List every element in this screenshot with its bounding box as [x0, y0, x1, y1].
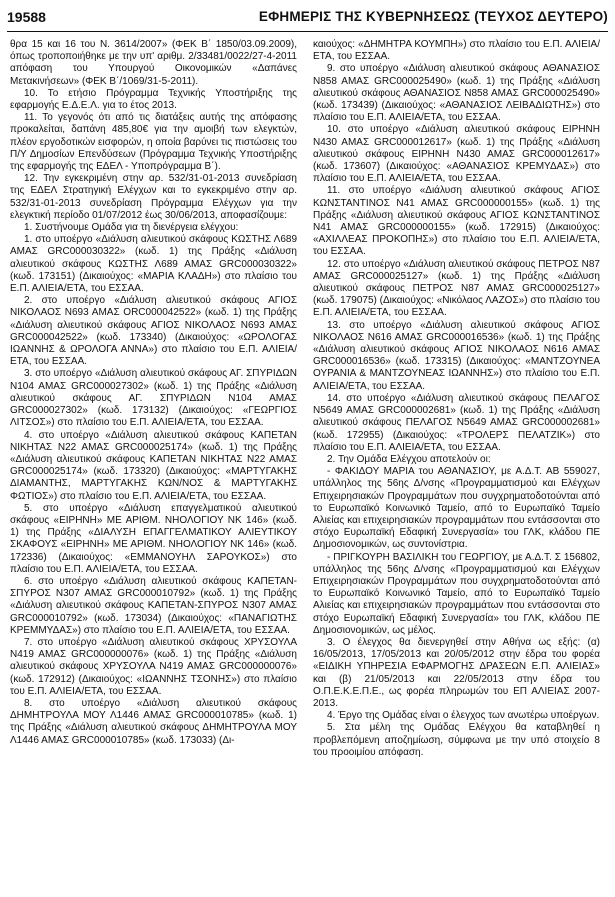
paragraph: 1. στο υποέργο «Διάλυση αλιευτικού σκάφους ΚΩΣΤΗΣ Λ689 ΑΜΑΣ GRC000030322» (κωδ. 1) της Πράξης «Διάλυση αλιευτικού σκάφους ΚΩΣΤΗΣ Λ689 ΑΜΑΣ GRC000030322» (κωδ. 173151) (Δικαιούχος: «ΜΑΡΙΑ ΚΛΑΔΗ») στο πλαίσιο του Ε.Π. ΑΛΙΕΙΑ/ΕΤΑ, του ΕΣΣΑΑ.: [10, 234, 297, 295]
paragraph: 5. Στα μέλη της Ομάδας Ελέγχου θα καταβληθεί η προβλεπόμενη αποζημίωση, σύμφωνα με την υπό στοιχείο 8 του προοιμίου απόφαση.: [313, 722, 600, 758]
page-number: 19588: [7, 9, 46, 25]
paragraph: - ΠΡΙΓΚΟΥΡΗ ΒΑΣΙΛΙΚΗ του ΓΕΩΡΓΙΟΥ, με Α.Δ.Τ. Σ 156802, υπάλληλος της 56ης Δ/νσης «Προγραμματισμού και Ελέγχων Επιχειρησιακών Προγραμμάτων που συγχρηματοδοτούνται από το Ευρωπαϊκό Κοινωνικό Ταμείο, από το Ευρωπαϊκό Ταμείο Αλιείας και επιχειρησιακών προγραμμάτων που εντάσσονται στο στόχο Ευρωπαϊκή Εδαφική Συνεργασία» του ΓΛΚ, κλάδου ΠΕ Δημοσιονομικών, ως μέλος.: [313, 551, 600, 636]
paragraph: 4. Έργο της Ομάδας είναι ο έλεγχος των ανωτέρω υποέργων.: [327, 710, 600, 722]
paragraph: 9. στο υποέργο «Διάλυση αλιευτικού σκάφους ΑΘΑΝΑΣΙΟΣ Ν858 ΑΜΑΣ GRC000025490» (κωδ. 1) της Πράξης «Διάλυση αλιευτικού σκάφους ΑΘΑΝΑΣΙΟΣ Ν858 ΑΜΑΣ GRC000025490» (κωδ. 173439) (Δικαιούχος: «ΑΘΑΝΑΣΙΟΣ ΛΕΙΒΑΔΙΩΤΗΣ») στο πλαίσιο του Ε.Π. ΑΛΙΕΙΑ/ΕΤΑ, του ΕΣΣΑΑ.: [313, 63, 600, 124]
paragraph: 8. στο υποέργο «Διάλυση αλιευτικού σκάφους ΔΗΜΗΤΡΟΥΛΑ ΜΟΥ Λ1446 ΑΜΑΣ GRC000010785» (κωδ. 1) της Πράξης «Διάλυση αλιευτικού σκάφους ΔΗΜΗΤΡΟΥΛΑ ΜΟΥ Λ1446 ΑΜΑΣ GRC000010785» (κωδ. 173033) (Δι-: [10, 697, 297, 746]
paragraph: 11. στο υποέργο «Διάλυση αλιευτικού σκάφους ΑΓΙΟΣ ΚΩΝΣΤΑΝΤΙΝΟΣ Ν41 ΑΜΑΣ GRC000000155» (κωδ. 1) της Πράξης «Διάλυση αλιευτικού σκάφους ΑΓΙΟΣ ΚΩΝΣΤΑΝΤΙΝΟΣ Ν41 ΑΜΑΣ GRC000000155» (κωδ. 172915) (Δικαιούχος: «ΑΧΙΛΛΕΑΣ ΠΡΟΚΟΠΗΣ») στο πλαίσιο του Ε.Π. ΑΛΙΕΙΑ/ΕΤΑ, του ΕΣΣΑΑ.: [313, 185, 600, 258]
paragraph: 10. στο υποέργο «Διάλυση αλιευτικού σκάφους ΕΙΡΗΝΗ Ν430 ΑΜΑΣ GRC000012617» (κωδ. 1) της Πράξης «Διάλυση αλιευτικού σκάφους ΕΙΡΗΝΗ Ν430 ΑΜΑΣ GRC000012617» (κωδ. 173607) (Δικαιούχος: «ΑΘΑΝΑΣΙΟΣ ΚΡΕΜΥΔΑΣ») στο πλαίσιο του Ε.Π. ΑΛΙΕΙΑ/ΕΤΑ, του ΕΣΣΑΑ.: [313, 124, 600, 185]
paragraph: 11. Το γεγονός ότι από τις διατάξεις αυτής της απόφασης προκαλείται, δαπάνη 485,80€ για την αμοιβή των ελεγκτών, πλέον εργοδοτικών εισφορών, η οποία βαρύνει τις πιστώσεις του Π/Υ Δημοσίων Επενδύσεων (Πρόγραμμα Τεχνικής Υποστήριξης της εφαρμογής της ΕΔΕΛ - Υποπρόγραμμα Β΄).: [10, 112, 297, 173]
paragraph: 10. Το ετήσιο Πρόγραμμα Τεχνικής Υποστήριξης της εφαρμογής Ε.Δ.Ε.Λ. για το έτος 2013.: [10, 87, 297, 112]
gazette-title: ΕΦΗΜΕΡΙΣ ΤΗΣ ΚΥΒΕΡΝΗΣΕΩΣ (ΤΕΥΧΟΣ ΔΕΥΤΕΡΟ): [258, 9, 608, 24]
paragraph: θρα 15 και 16 του Ν. 3614/2007» (ΦΕΚ Β΄ 1850/03.09.2009), όπως τροποποιήθηκε με την υπ' αριθμ. 2/33481/0022/27-4-2011 απόφαση του Υπουργού Οικονομικών «Δαπάνες Μετακινήσεων» (ΦΕΚ Β΄/1069/31-5-2011).: [10, 39, 297, 87]
paragraph: 12. Την εγκεκριμένη στην αρ. 532/31-01-2013 συνεδρίαση της ΕΔΕΛ Στρατηγική Ελέγχων και το εγκεκριμένο στην αρ. 532/31-01-2013 συνεδρίαση Πρόγραμμα Ελέγχων για την ελεγκτική περίοδο 01/07/2012 έως 30/06/2013, αποφασίζουμε:: [10, 173, 297, 221]
page-header: [7, 9, 608, 31]
paragraph: καιούχος: «ΔΗΜΗΤΡΑ ΚΟΥΜΠΗ») στο πλαίσιο του Ε.Π. ΑΛΙΕΙΑ/ΕΤΑ, του ΕΣΣΑΑ.: [313, 39, 600, 63]
paragraph: 12. στο υποέργο «Διάλυση αλιευτικού σκάφους ΠΕΤΡΟΣ Ν87 ΑΜΑΣ GRC000025127» (κωδ. 1) της Πράξης «Διάλυση αλιευτικού σκάφους ΠΕΤΡΟΣ Ν87 ΑΜΑΣ GRC000025127» (κωδ. 179075) (Δικαιούχος: «Νικόλαος ΛΑΖΟΣ») στο πλαίσιο του Ε.Π. ΑΛΙΕΙΑ/ΕΤΑ, του ΕΣΣΑΑ.: [313, 258, 600, 319]
paragraph: 3. Ο έλεγχος θα διενεργηθεί στην Αθήνα ως εξής: (α) 16/05/2013, 17/05/2013 και 20/05/2012 στην έδρα του φορέα «ΕΙΔΙΚΗ ΥΠΗΡΕΣΙΑ ΕΦΑΡΜΟΓΗΣ ΔΡΑΣΕΩΝ Ε.Π. ΑΛΙΕΙΑΣ» και (β) 21/05/2013 και 22/05/2013 στην έδρα του Ο.Π.Ε.Κ.Ε.Π.Ε., ως φορέα πληρωμών του ΕΠ ΑΛΙΕΙΑΣ 2007-2013.: [313, 636, 600, 709]
paragraph: 2. Την Ομάδα Ελέγχου αποτελούν οι:: [327, 453, 491, 465]
paragraph: 4. στο υποέργο «Διάλυση αλιευτικού σκάφους ΚΑΠΕΤΑΝ ΝΙΚΗΤΑΣ Ν22 ΑΜΑΣ GRC000025174» (κωδ. 1) της Πράξης «Διάλυση αλιευτικού σκάφους ΚΑΠΕΤΑΝ ΝΙΚΗΤΑΣ Ν22 ΑΜΑΣ GRC000025174» (κωδ. 173320) (Δικαιούχος: «ΜΑΡΤΥΓΑΚΗΣ ΔΙΑΜΑΝΤΗΣ, ΜΑΡΤΥΓΑΚΗΣ ΚΩΝ/ΝΟΣ & ΜΑΡΤΥΓΑΚΗΣ ΦΩΤΙΟΣ») στο πλαίσιο του Ε.Π. ΑΛΙΕΙΑ/ΕΤΑ, του ΕΣΣΑΑ.: [10, 429, 297, 502]
paragraph: 2. στο υποέργο «Διάλυση αλιευτικού σκάφους ΑΓΙΟΣ ΝΙΚΟΛΑΟΣ Ν693 ΑΜΑΣ ORC000042522» (κωδ. 1) της Πράξης «Διάλυση αλιευτικού σκάφους ΑΓΙΟΣ ΝΙΚΟΛΑΟΣ Ν693 ΑΜΑΣ GRC000042522» (κωδ. 173340) (Δικαιούχος: «ΩΡΟΛΟΓΑΣ ΙΩΑΝΝΗΣ & ΩΡΟΛΟΓΑ ΑΝΝΑ») στο πλαίσιο του Ε.Π. ΑΛΙΕΙΑ/ΕΤΑ, του ΕΣΣΑΑ.: [10, 295, 297, 368]
paragraph: - ΦΑΚΙΔΟΥ ΜΑΡΙΑ του ΑΘΑΝΑΣΙΟΥ, με Α.Δ.Τ. ΑΒ 559027, υπάλληλος της 56ης Δ/νσης «Προγραμματισμού και Ελέγχων Επιχειρησιακών Προγραμμάτων που συγχρηματοδοτούνται από το Ευρωπαϊκό Κοινωνικό Ταμείο, από το Ευρωπαϊκό Ταμείο Αλιείας και επιχειρησιακών προγραμμάτων που εντάσσονται στο στόχο Ευρωπαϊκή Εδαφική Συνεργασία» του ΓΛΚ, κλάδου ΠΕ Δημοσιονομικών, ως συντονίστρια.: [313, 466, 600, 551]
paragraph: 6. στο υποέργο «Διάλυση αλιευτικού σκάφους ΚΑΠΕΤΑΝ-ΣΠΥΡΟΣ Ν307 ΑΜΑΣ GRC000010792» (κωδ. 1) της Πράξης «Διάλυση αλιευτικού σκάφους ΚΑΠΕΤΑΝ-ΣΠΥΡΟΣ Ν307 ΑΜΑΣ GRC000010792» (κωδ. 173034) (Δικαιούχος: «ΠΑΝΑΓΙΩΤΗΣ ΚΡΕΜΜΥΔΑΣ») στο πλαίσιο του Ε.Π. ΑΛΙΕΙΑ/ΕΤΑ, του ΕΣΣΑΑ.: [10, 575, 297, 636]
paragraph: 14. στο υποέργο «Διάλυση αλιευτικού σκάφους ΠΕΛΑΓΟΣ Ν5649 ΑΜΑΣ GRC000002681» (κωδ. 1) της Πράξης «Διάλυση αλιευτικού σκάφους ΠΕΛΑΓΟΣ Ν5649 ΑΜΑΣ GRC000002681» (κωδ. 172955) (Δικαιούχος: «ΤΡΟΛΕΡΣ ΠΕΛΑΤΖΙΚ») στο πλαίσιο του Ε.Π. ΑΛΙΕΙΑ/ΕΤΑ, του ΕΣΣΑΑ.: [313, 392, 600, 453]
paragraph: 7. στο υποέργο «Διάλυση αλιευτικού σκάφους ΧΡΥΣΟΥΛΑ Ν419 ΑΜΑΣ GRC000000076» (κωδ. 1) της Πράξης «Διάλυση αλιευτικού σκάφους ΧΡΥΣΟΥΛΑ Ν419 ΑΜΑΣ GRC000000076» (κωδ. 172912) (Δικαιούχος: «ΙΩΑΝΝΗΣ ΤΣΟΝΗΣ») στο πλαίσιο του Ε.Π. ΑΛΙΕΙΑ/ΕΤΑ, του ΕΣΣΑΑ.: [10, 636, 297, 697]
paragraph: 13. στο υποέργο «Διάλυση αλιευτικού σκάφους ΑΓΙΟΣ ΝΙΚΟΛΑΟΣ Ν616 ΑΜΑΣ GRC000016536» (κωδ. 1) της Πράξης «Διάλυση αλιευτικού σκάφους ΑΓΙΟΣ ΝΙΚΟΛΑΟΣ Ν616 ΑΜΑΣ GRC000016536» (κωδ. 173315) (Δικαιούχος: «ΜΑΝΤΖΟΥΝΕΑ ΟΥΡΑΝΙΑ & ΜΑΝΤΖΟΥΝΕΑΣ ΙΩΑΝΝΗΣ») στο πλαίσιο του Ε.Π. ΑΛΙΕΙΑ/ΕΤΑ, του ΕΣΣΑΑ.: [313, 319, 600, 392]
left-column: [10, 39, 297, 747]
paragraph: 5. στο υποέργο «Διάλυση επαγγελματικού αλιευτικού σκάφους «ΕΙΡΗΝΗ» ΜΕ ΑΡΙΘΜ. ΝΗΟΛΟΓΙΟΥ ΝΚ 146» (κωδ. 1) της Πράξης «ΔΙΑΛΥΣΗ ΕΠΑΓΓΕΛΜΑΤΙΚΟΥ ΑΛΙΕΥΤΙΚΟΥ ΣΚΑΦΟΥΣ «ΕΙΡΗΝΗ» ΜΕ ΑΡΙΘΜ. ΝΗΟΛΟΓΙΟΥ ΝΚ 146» (κωδ. 172336) (Δικαιούχος: «ΕΜΜΑΝΟΥΗΛ ΣΑΡΟΥΚΟΣ») στο πλαίσιο του Ε.Π. ΑΛΙΕΙΑ/ΕΤΑ, του ΕΣΣΑΑ.: [10, 502, 297, 575]
header-rule: [7, 31, 608, 32]
paragraph: 3. στο υποέργο «Διάλυση αλιευτικού σκάφους ΑΓ. ΣΠΥΡΙΔΩΝ Ν104 ΑΜΑΣ GRC000027302» (κωδ. 1) της Πράξης «Διάλυση αλιευτικού σκάφους ΑΓ. ΣΠΥΡΙΔΩΝ Ν104 ΑΜΑΣ GRC000027302» (κωδ. 173132) (Δικαιούχος: «ΓΕΩΡΓΙΟΣ ΛΙΤΣΟΣ») στο πλαίσιο του Ε.Π. ΑΛΙΕΙΑ/ΕΤΑ, του ΕΣΣΑΑ.: [10, 368, 297, 429]
paragraph: 1. Συστήνουμε Ομάδα για τη διενέργεια ελέγχου:: [24, 222, 239, 234]
right-column: [313, 39, 600, 759]
